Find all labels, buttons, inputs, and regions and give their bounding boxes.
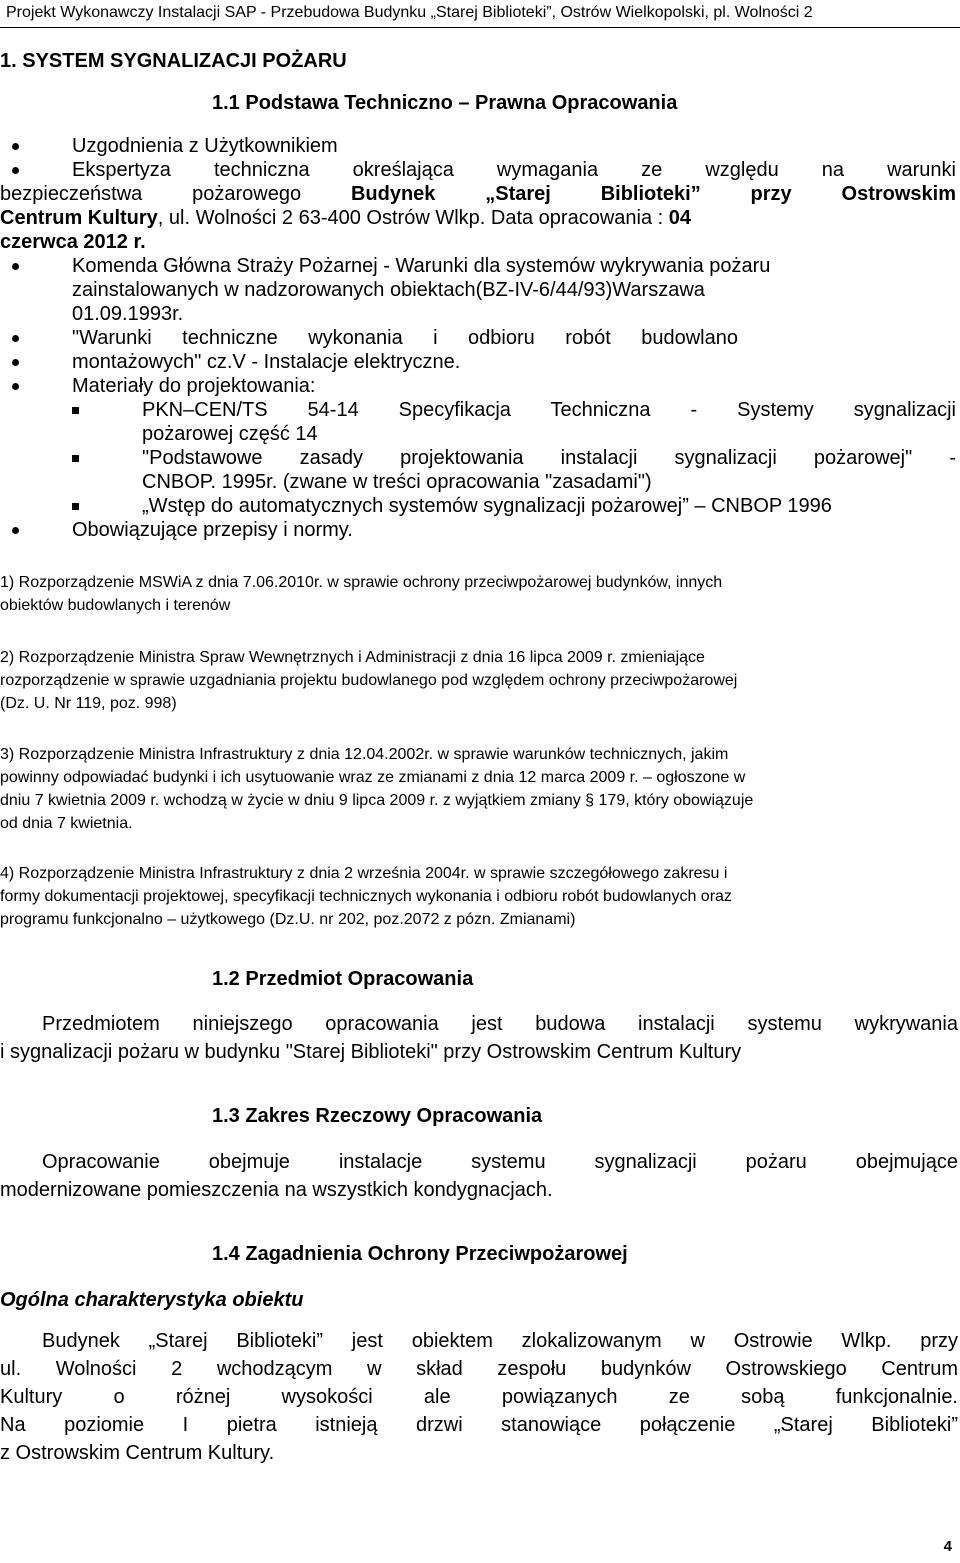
paragraph-1-2: Przedmiotem niniejszego opracowania jest budowa instalacji systemu wykrywania i sygnalizacji pożaru w budynku "Starej Biblioteki" przy Ostrowskim Centrum Kultury: [0, 1013, 958, 1063]
sub-list-item-continuation: pożarowej część 14: [142, 423, 318, 445]
subsection-title-1-1: 1.1 Podstawa Techniczno – Prawna Opracowania: [212, 92, 678, 114]
regulation-3: 3) Rozporządzenie Ministra Infrastruktury z dnia 12.04.2002r. w sprawie warunków technicznych, jakim powinny odpowiadać budynki i ich usytuowanie wraz ze zmianami z dnia 12 marca 2009 r. – ogłoszone w dniu 7 kwietnia 2009 r. wchodzą w życie w dniu 9 lipca 2009 r. z wyjątkiem zmiany § 179, który obowiązuje od dnia 7 kwietnia.: [0, 746, 754, 832]
regulation-4: 4) Rozporządzenie Ministra Infrastruktury z dnia 2 września 2004r. w sprawie szczegółowego zakresu i formy dokumentacji projektowej, specyfikacji technicznych wykonania i odbioru robót budowlanych oraz programu funkcjonalno – użytkowego (Dz.U. nr 202, poz.2072 z pózn. Zmianami): [0, 865, 732, 928]
regulation-2: 2) Rozporządzenie Ministra Spraw Wewnętrznych i Administracji z dnia 16 lipca 2009 r. zmieniające rozporządzenie w sprawie uzgadniania projektu budowlanego pod względem ochrony przeciwpożarowej (Dz. U. Nr 119, poz. 998): [0, 649, 738, 712]
page-number: 4: [943, 1538, 952, 1555]
list-item-continuation: 01.09.1993r.: [72, 303, 184, 325]
page-header: Projekt Wykonawczy Instalacji SAP - Przebudowa Budynku „Starej Biblioteki”, Ostrów Wielkopolski, pl. Wolności 2: [0, 0, 960, 28]
sub-list-item: PKN–CEN/TS 54-14 Specyfikacja Techniczna - Systemy sygnalizacji: [142, 398, 956, 422]
section-title: 1. SYSTEM SYGNALIZACJI POŻARU: [0, 50, 347, 72]
list-item: [72, 158, 956, 182]
regulation-1: 1) Rozporządzenie MSWiA z dnia 7.06.2010r. w sprawie ochrony przeciwpożarowej budynków, innych obiektów budowlanych i terenów: [0, 574, 723, 614]
list-item-text: Uzgodnienia z Użytkownikiem: [72, 135, 338, 157]
list-item-continuation: Centrum Kultury, ul. Wolności 2 63-400 Ostrów Wlkp. Data opracowania : 04: [0, 207, 692, 229]
subsection-title-1-2: 1.2 Przedmiot Opracowania: [212, 968, 474, 990]
list-item: Obowiązujące przepisy i normy.: [72, 518, 956, 542]
list-item-continuation: zainstalowanych w nadzorowanych obiektach(BZ-IV-6/44/93)Warszawa: [72, 279, 705, 301]
list-item: Materiały do projektowania:: [72, 374, 956, 398]
list-item: "Warunki techniczne wykonania i odbioru robót budowlano: [72, 326, 738, 350]
list-item: Komenda Główna Straży Pożarnej - Warunki dla systemów wykrywania pożaru: [72, 254, 956, 278]
paragraph-1-4: Budynek „Starej Biblioteki” jest obiektem zlokalizowanym w Ostrowie Wlkp. przy ul. Wolności 2 wchodzącym w skład zespołu budynków Ostrowskiego Centrum Kultury o różnej wysokości ale powiązanych ze sobą funkcjonalnie. Na poziomie I pietra istnieją drzwi stanowiące połączenie „Starej Biblioteki” z Ostrowskim Centrum Kultury.: [0, 1330, 958, 1464]
sub-list-item: "Podstawowe zasady projektowania instalacji sygnalizacji pożarowej" -: [142, 446, 956, 470]
list-item: [72, 134, 956, 158]
characteristics-title: Ogólna charakterystyka obiektu: [0, 1289, 304, 1311]
sub-list-item-continuation: CNBOP. 1995r. (zwane w treści opracowania "zasadami"): [142, 471, 652, 493]
subsection-title-1-4: 1.4 Zagadnienia Ochrony Przeciwpożarowej: [212, 1243, 628, 1265]
list-item-continuation: czerwca 2012 r.: [0, 231, 146, 253]
paragraph-1-3: Opracowanie obejmuje instalacje systemu sygnalizacji pożaru obejmujące modernizowane pomieszczenia na wszystkich kondygnacjach.: [0, 1151, 958, 1201]
list-item: montażowych" cz.V - Instalacje elektryczne.: [72, 350, 956, 374]
list-item-continuation: bezpieczeństwa pożarowego Budynek „Starej Biblioteki” przy Ostrowskim: [0, 183, 957, 205]
subsection-title-1-3: 1.3 Zakres Rzeczowy Opracowania: [212, 1105, 543, 1127]
list-item-text: Ekspertyza techniczna określająca wymagania ze względu na warunki: [72, 159, 956, 181]
sub-list-item: „Wstęp do automatycznych systemów sygnalizacji pożarowej” – CNBOP 1996: [142, 494, 956, 518]
